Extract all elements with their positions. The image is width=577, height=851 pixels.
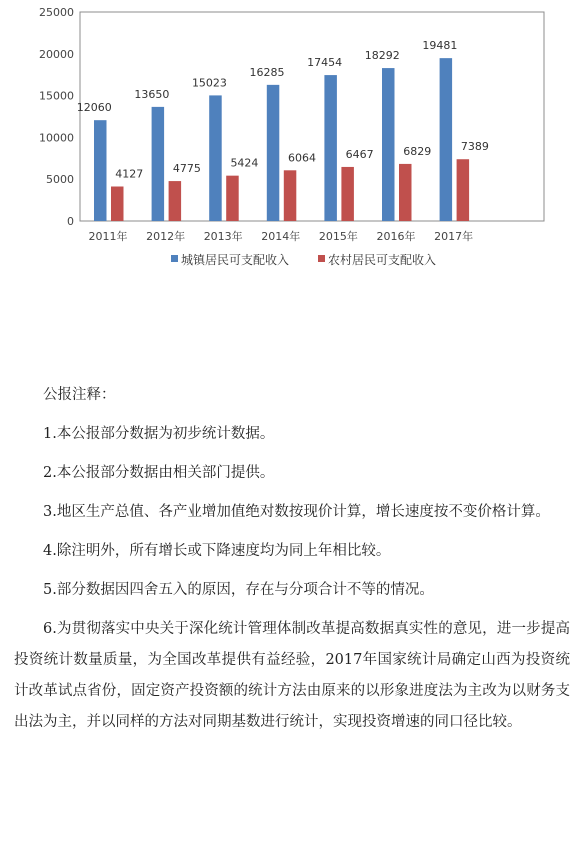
data-label: 18292 [364,49,400,63]
notes-heading: 公报注释： [43,387,116,403]
data-label: 4775 [172,162,201,176]
income-bar-chart [0,0,577,290]
income-chart [0,0,577,290]
x-tick-label: 2013年 [203,230,243,243]
data-label: 12060 [76,101,112,115]
x-tick-label: 2015年 [318,230,358,243]
bar-rural [341,167,354,221]
data-label: 6064 [288,151,317,165]
data-label: 7389 [460,140,489,154]
bar-rural [169,181,182,221]
legend-label: 农村居民可支配收入 [328,253,437,267]
note-item-1: 1.本公报部分数据为初步统计数据。 [43,426,275,442]
x-tick-label: 2017年 [434,230,474,243]
bar-rural [284,170,297,221]
y-tick-label: 10000 [39,131,74,145]
x-tick-label: 2011年 [88,230,128,243]
y-tick-label: 20000 [39,47,74,61]
data-label: 4127 [115,167,144,181]
y-tick-label: 15000 [39,89,74,103]
legend-swatch [171,255,178,262]
x-tick-label: 2014年 [261,230,301,243]
note-item-2: 2.本公报部分数据由相关部门提供。 [43,465,275,481]
bar-rural [399,164,412,221]
data-label: 5424 [230,156,259,170]
bar-urban [267,85,280,221]
data-label: 17454 [307,56,343,70]
data-label: 6467 [345,147,374,161]
bar-urban [382,68,395,221]
bulletin-notes [14,380,570,746]
bar-urban [324,75,337,221]
bar-urban [152,107,165,221]
bar-urban [209,95,222,221]
note-item-4: 4.除注明外，所有增长或下降速度均为同上年相比较。 [43,543,391,559]
bar-rural [111,186,124,221]
bar-rural [226,176,239,221]
note-item-3: 3.地区生产总值、各产业增加值绝对数按现价计算，增长速度按不变价格计算。 [43,504,550,520]
bar-urban [440,58,453,221]
x-tick-label: 2016年 [376,230,416,243]
y-tick-label: 0 [67,215,74,228]
data-label: 13650 [134,87,170,101]
data-label: 16285 [249,65,285,79]
note-item-6: 6.为贯彻落实中央关于深化统计管理体制改革提高数据真实性的意见，进一步提高投资统计数量质量，为全国改革提供有益经验，2017年国家统计局确定山西为投资统计改革试点省份，固定资产投资额的统计方法由原来的以形象进度法为主改为以财务支出法为主，并以同样的方法对同期基数进行统计，实现投资增速的同口径比较。 [14,621,570,730]
note-item-5: 5.部分数据因四舍五入的原因，存在与分项合计不等的情况。 [43,582,434,598]
bar-rural [457,159,470,221]
data-label: 19481 [422,39,458,53]
x-tick-label: 2012年 [146,230,186,243]
y-tick-label: 25000 [39,6,74,19]
data-label: 15023 [191,76,227,90]
plot-area-border [80,12,544,221]
data-label: 6829 [403,144,432,158]
y-tick-label: 5000 [46,173,74,187]
legend-swatch [318,255,325,262]
bar-urban [94,120,107,221]
legend-label: 城镇居民可支配收入 [181,253,290,267]
